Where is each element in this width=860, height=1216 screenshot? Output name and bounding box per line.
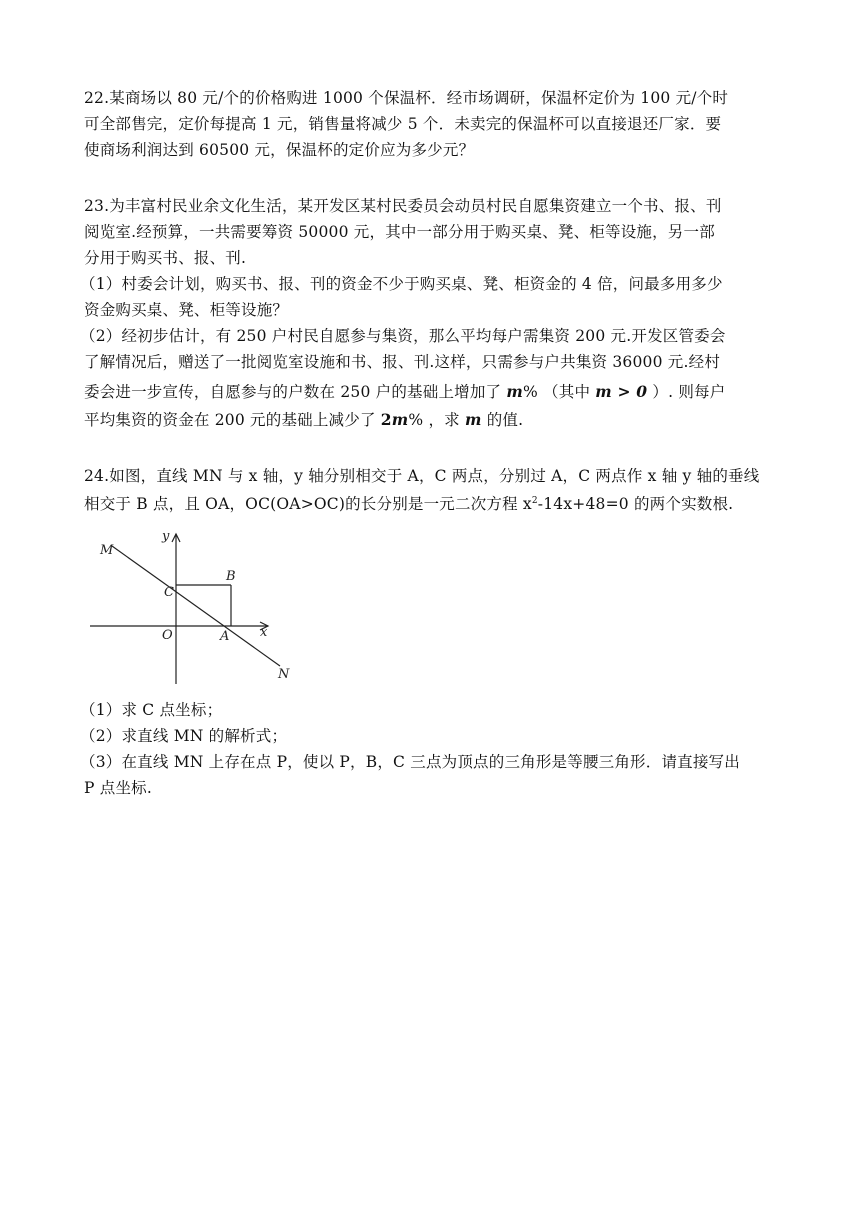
q24-line-2 [84,494,733,514]
label-c: C [164,585,174,600]
q23-line-2: 阅览室.经预算，一共需要筹资 50000 元，其中一部分用于购买桌、凳、柜等设施，另一部 [84,223,715,241]
q23-part1-line-1: （1）村委会计划，购买书、报、刊的资金不少于购买桌、凳、柜资金的 4 倍，问最多用多少 [80,275,723,293]
math-m: m [464,410,482,429]
percent-sign: % [408,411,424,429]
q24-part3-line-2: P 点坐标. [84,779,152,797]
q22-line-1: 22.某商场以 80 元/个的价格购进 1000 个保温杯．经市场调研，保温杯定价为 100 元/个时 [84,89,729,107]
q23-part2-line-3-text-a: 委会进一步宣传，自愿参与的户数在 250 户的基础上增加了 [84,383,507,401]
math-two: 2 [380,410,392,429]
math-condition: m > 0 [595,382,648,401]
q23-part2-line-3 [84,382,725,402]
label-o: O [162,628,173,643]
q23-part2-line-4-text-a: 平均集资的资金在 200 元的基础上减少了 [84,411,381,429]
label-x: x [260,625,268,640]
percent-sign: % [522,383,538,401]
q23-part2-line-3-text-c: ）. 则每户 [647,383,726,401]
q23-part2-line-3-text-b: （其中 [537,383,596,401]
line-mn [112,546,280,666]
label-a: A [220,629,230,644]
q24-part3-line-1: （3）在直线 MN 上存在点 P，使以 P，B，C 三点为顶点的三角形是等腰三角形．请直接写出 [80,753,740,771]
label-n: N [278,667,290,682]
label-y: y [162,529,170,544]
q24-part1: （1）求 C 点坐标； [80,701,223,719]
q24-line-2-text-a: 相交于 B 点，且 OA，OC(OA>OC)的长分别是一元二次方程 x [84,495,532,513]
q24-line-1: 24.如图，直线 MN 与 x 轴，y 轴分别相交于 A，C 两点，分别过 A，C 两点作 x 轴 y 轴的垂线 [84,467,760,485]
q24-line-2-text-b: -14x+48=0 的两个实数根. [537,495,734,513]
q23-part1-line-2: 资金购买桌、凳、柜等设施？ [84,301,289,319]
label-m: M [100,543,114,558]
q23-part2-line-4 [84,410,523,430]
q23-part2-line-1: （2）经初步估计，有 250 户村民自愿参与集资，那么平均每户需集资 200 元.开发区管委会 [80,327,726,345]
superscript: 2 [531,496,538,506]
q22-line-2: 可全部售完，定价每提高 1 元，销售量将减少 5 个．未卖完的保温杯可以直接退还厂家．要 [84,115,722,133]
q22-line-3: 使商场利润达到 60500 元，保温杯的定价应为多少元？ [84,141,475,159]
coordinate-figure [88,526,300,686]
q23-part2-line-4-text-c: 的值. [481,411,524,429]
label-b: B [226,569,236,584]
q23-part2-line-4-text-b: ，求 [423,411,465,429]
q24-part2: （2）求直线 MN 的解析式； [80,727,288,745]
q23-part2-line-2: 了解情况后，赠送了一批阅览室设施和书、报、刊.这样，只需参与户共集资 36000 元.经村 [84,353,721,371]
q23-line-1: 23.为丰富村民业余文化生活，某开发区某村民委员会动员村民自愿集资建立一个书、报、刊 [84,197,722,215]
q23-line-3: 分用于购买书、报、刊. [84,249,247,267]
math-m: m [391,410,409,429]
math-m: m [506,382,523,401]
